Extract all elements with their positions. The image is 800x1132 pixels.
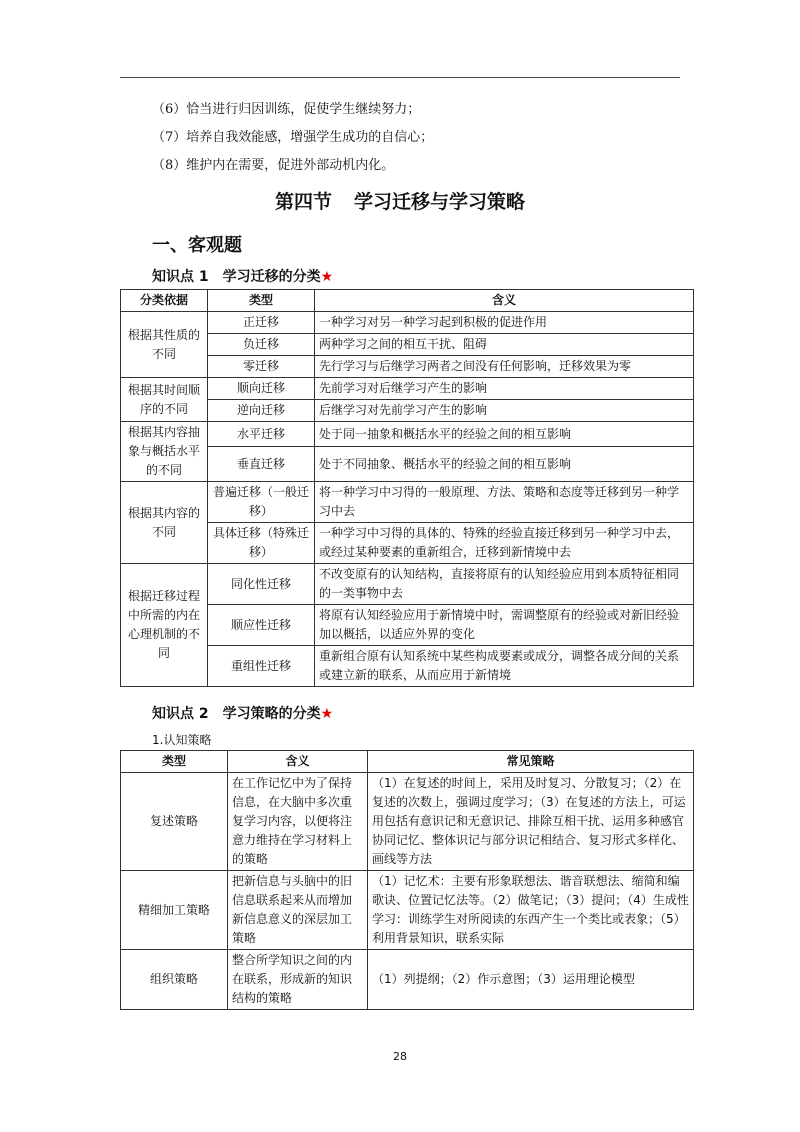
meaning-cell: 一种学习对另一种学习起到积极的促进作用 [315, 312, 694, 334]
strategy-cell: （1）在复述的时间上，采用及时复习、分散复习；（2）在复述的次数上，强调过度学习；（3）在复述的方法上，可运用包括有意识记和无意识记、排除互相干扰、运用多种感官协同记忆、整体识记与部分识记相结合、复习形式多样化、画线等方法 [368, 773, 694, 871]
section-name: 学习迁移与学习策略 [354, 191, 526, 213]
type-cell: 组织策略 [121, 950, 228, 1010]
type-cell: 顺向迁移 [208, 378, 315, 400]
meaning-cell: 在工作记忆中为了保持信息，在大脑中多次重复学习内容，以便将注意力维持在学习材料上的策略 [228, 773, 368, 871]
meaning-cell: 将原有认知经验应用于新情境中时，需调整原有的经验或对新旧经验加以概括，以适应外界的变化 [315, 605, 694, 646]
type-cell: 重组性迁移 [208, 646, 315, 687]
header-rule [120, 77, 680, 78]
column-header: 类型 [208, 290, 315, 312]
meaning-cell: 先行学习与后继学习两者之间没有任何影响，迁移效果为零 [315, 356, 694, 378]
basis-cell: 根据其性质的不同 [121, 312, 208, 378]
column-header: 常见策略 [368, 751, 694, 773]
subheading-cognitive: 1.认知策略 [152, 733, 212, 747]
meaning-cell: 一种学习中习得的具体的、特殊的经验直接迁移到另一种学习中去，或经过某种要素的重新组合，迁移到新情境中去 [315, 523, 694, 564]
type-cell: 垂直迁移 [208, 447, 315, 482]
basis-cell: 根据迁移过程中所需的内在心理机制的不同 [121, 564, 208, 687]
section-title [0, 187, 800, 214]
star-icon: ★ [320, 269, 334, 285]
table-row [121, 312, 694, 334]
page-number: 28 [393, 1050, 407, 1063]
table-header-row [121, 751, 694, 773]
transfer-classification-table [120, 289, 694, 687]
kp1-title: 学习迁移的分类 [222, 269, 321, 285]
type-cell: 水平迁移 [208, 422, 315, 447]
type-cell: 精细加工策略 [121, 871, 228, 950]
table-row [121, 378, 694, 400]
column-header: 含义 [315, 290, 694, 312]
learning-strategy-table [120, 750, 694, 1010]
column-header: 含义 [228, 751, 368, 773]
column-header: 类型 [121, 751, 228, 773]
type-cell: 顺应性迁移 [208, 605, 315, 646]
meaning-cell: 重新组合原有认知系统中某些构成要素或成分，调整各成分间的关系或建立新的联系，从而应用于新情境 [315, 646, 694, 687]
meaning-cell: 将一种学习中习得的一般原理、方法、策略和态度等迁移到另一种学习中去 [315, 482, 694, 523]
meaning-cell: 处于不同抽象、概括水平的经验之间的相互影响 [315, 447, 694, 482]
meaning-cell: 把新信息与头脑中的旧信息联系起来从而增加新信息意义的深层加工策略 [228, 871, 368, 950]
table-row [121, 564, 694, 605]
table-row [121, 871, 694, 950]
basis-cell: 根据其内容抽象与概括水平的不同 [121, 422, 208, 482]
type-cell: 零迁移 [208, 356, 315, 378]
basis-cell: 根据其内容的不同 [121, 482, 208, 564]
table-row [121, 773, 694, 871]
knowledge-point-1 [152, 266, 333, 286]
table-header-row [121, 290, 694, 312]
heading-objective: 一、客观题 [152, 235, 242, 256]
basis-cell: 根据其时间顺序的不同 [121, 378, 208, 422]
strategy-cell: （1）列提纲；（2）作示意图；（3）运用理论模型 [368, 950, 694, 1010]
type-cell: 复述策略 [121, 773, 228, 871]
table-row [121, 422, 694, 447]
list-item-6: （6）恰当进行归因训练，促使学生继续努力； [152, 102, 421, 117]
meaning-cell: 整合所学知识之间的内在联系，形成新的知识结构的策略 [228, 950, 368, 1010]
type-cell: 逆向迁移 [208, 400, 315, 422]
kp2-title: 学习策略的分类 [222, 706, 321, 722]
strategy-cell: （1）记忆术：主要有形象联想法、谐音联想法、缩简和编歌诀、位置记忆法等。（2）做笔记；（3）提问；（4）生成性学习：训练学生对所阅读的东西产生一个类比或表象；（5）利用背景知识，联系实际 [368, 871, 694, 950]
list-item-7: （7）培养自我效能感，增强学生成功的自信心； [152, 130, 434, 145]
meaning-cell: 不改变原有的认知结构，直接将原有的认知经验应用到本质特征相同的一类事物中去 [315, 564, 694, 605]
meaning-cell: 先前学习对后继学习产生的影响 [315, 378, 694, 400]
meaning-cell: 处于同一抽象和概括水平的经验之间的相互影响 [315, 422, 694, 447]
meaning-cell: 两种学习之间的相互干扰、阻碍 [315, 334, 694, 356]
section-number: 第四节 [274, 191, 332, 213]
table-row [121, 950, 694, 1010]
type-cell: 正迁移 [208, 312, 315, 334]
column-header: 分类依据 [121, 290, 208, 312]
type-cell: 负迁移 [208, 334, 315, 356]
star-icon: ★ [320, 706, 334, 722]
type-cell: 普遍迁移（一般迁移） [208, 482, 315, 523]
type-cell: 具体迁移（特殊迁移） [208, 523, 315, 564]
list-item-8: （8）维护内在需要，促进外部动机内化。 [152, 158, 395, 173]
type-cell: 同化性迁移 [208, 564, 315, 605]
table-row [121, 482, 694, 523]
kp1-label: 知识点 1 [152, 269, 209, 285]
kp2-label: 知识点 2 [152, 706, 209, 722]
meaning-cell: 后继学习对先前学习产生的影响 [315, 400, 694, 422]
knowledge-point-2 [152, 703, 333, 723]
